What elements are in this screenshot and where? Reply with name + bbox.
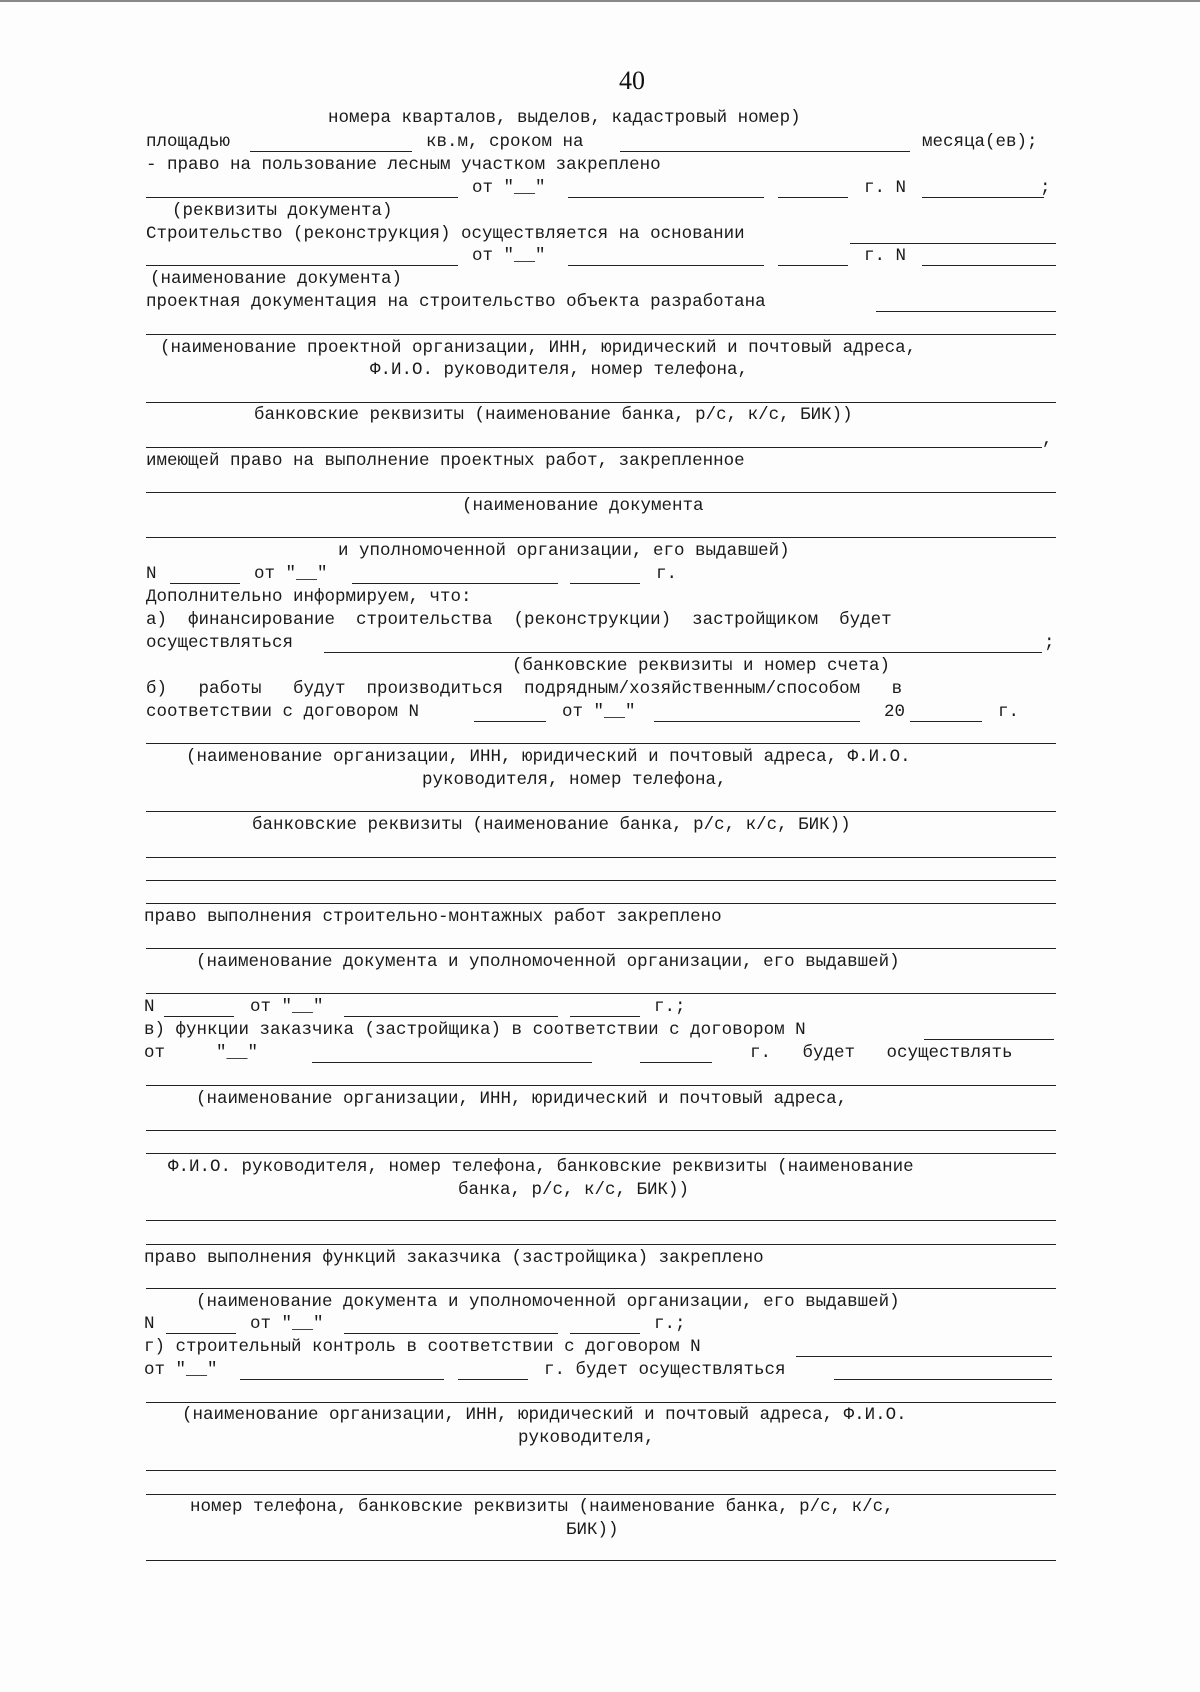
caption-land-plot: номера кварталов, выделов, кадастровый номер) [328,108,801,128]
customer-license-year-field[interactable] [570,1333,640,1334]
license-date-label: от "__" [250,997,324,1017]
customer-right-label: право выполнения функций заказчика (застройщика) закреплено [144,1248,764,1268]
customer-org-field[interactable] [146,1085,1056,1086]
doc-authority-field[interactable] [146,993,1056,994]
construction-right-label: право выполнения строительно-монтажных работ закреплено [144,907,722,927]
contract-number-field[interactable] [474,721,546,722]
project-right-field[interactable] [146,492,1056,493]
contract-date-label: от "__" [562,702,636,722]
will-perform-text: г. будет осуществлять [750,1043,1013,1063]
license-date-field[interactable] [344,1016,558,1017]
basis-doc-date-label: от "__" [472,246,546,266]
forest-doc-year-field[interactable] [778,197,848,198]
customer-license-date-label: от "__" [250,1314,324,1334]
control-contract-field[interactable] [796,1356,1052,1357]
license-number-field[interactable] [164,1016,234,1017]
construction-right-field[interactable] [146,948,1056,949]
project-docs-field[interactable] [876,311,1056,312]
additional-info-label: Дополнительно информируем, что: [146,587,472,607]
customer-bank-field-2[interactable] [146,1244,1056,1245]
term-field[interactable] [620,151,910,152]
forest-right-label: - право на пользование лесным участком закреплено [146,155,661,175]
area-label: площадью [146,132,231,152]
area-field[interactable] [250,151,412,152]
contract-date-field[interactable] [654,721,860,722]
forest-doc-date-label: от "__" [472,178,546,198]
bank-field-3[interactable] [146,880,1056,881]
basis-doc-year-field[interactable] [778,265,848,266]
project-docs-label: проектная документация на строительство объекта разработана [146,292,766,312]
permit-date-label: от "__" [254,564,328,584]
customer-license-number-field[interactable] [166,1333,236,1334]
license-year-field[interactable] [570,1016,640,1017]
term-label: кв.м, сроком на [426,132,584,152]
construction-basis-label: Строительство (реконструкция) осуществляется на основании [146,224,745,244]
year-abbrev-4: г.; [654,1314,686,1334]
bank-field-2[interactable] [146,857,1056,858]
customer-license-date-field[interactable] [344,1333,558,1334]
forest-doc-number-label: г. N [864,178,907,198]
caption-customer-bank: банка, р/с, к/с, БИК)) [458,1180,690,1200]
caption-authorized-org: и уполномоченной организации, его выдавшей) [338,541,790,561]
control-org-field-2[interactable] [146,1402,1056,1403]
control-perform-label: г. будет осуществляться [544,1360,786,1380]
caption-control-head: руководителя, [518,1428,655,1448]
project-org-field-2[interactable] [146,402,1056,403]
quote-date: "__" [216,1043,259,1063]
customer-year-field[interactable] [640,1062,712,1063]
control-bank-field[interactable] [146,1560,1056,1561]
permit-number-field[interactable] [170,583,240,584]
semicolon-2: ; [1044,633,1055,653]
item-g-text: г) строительный контроль в соответствии с договором N [144,1337,701,1357]
caption-bank: банковские реквизиты (наименование банка, р/с, к/с, БИК)) [254,405,853,425]
item-a-text: а) финансирование строительства (реконструкции) застройщиком будет [146,610,892,630]
caption-customer-head: Ф.И.О. руководителя, номер телефона, банковские реквизиты (наименование [168,1157,914,1177]
forest-doc-field[interactable] [146,197,458,198]
financing-field[interactable] [324,652,1042,653]
control-org-field[interactable] [834,1379,1052,1380]
customer-org-field-2[interactable] [146,1130,1056,1131]
caption-bank-2: банковские реквизиты (наименование банка, р/с, к/с, БИК)) [252,815,851,835]
caption-control-bank-2: БИК)) [566,1520,619,1540]
control-year-field[interactable] [458,1379,528,1380]
item-b-contract-label: соответствии с договором N [146,702,420,722]
basis-doc-number-field[interactable] [922,265,1056,266]
caption-doc-authority-2: (наименование документа и уполномоченной организации, его выдавшей) [196,1292,900,1312]
caption-project-org: (наименование проектной организации, ИНН, юридический и почтовый адреса, [160,338,917,358]
forest-doc-number-field[interactable] [922,197,1044,198]
caption-doc-requisites: (реквизиты документа) [172,201,393,221]
control-date-field[interactable] [240,1379,444,1380]
item-b-text: б) работы будут производиться подрядным/хозяйственным/способом в [146,679,903,699]
from-label: от [144,1043,166,1063]
customer-org-field-3[interactable] [146,1153,1056,1154]
caption-control-bank: номер телефона, банковские реквизиты (наименование банка, р/с, к/с, [190,1497,894,1517]
contractor-field-2[interactable] [146,811,1056,812]
caption-doc-name: (наименование документа) [150,269,403,289]
caption-control-org: (наименование организации, ИНН, юридический и почтовый адреса, Ф.И.О. [182,1405,907,1425]
caption-bank-account: (банковские реквизиты и номер счета) [512,656,891,676]
caption-contractor: (наименование организации, ИНН, юридический и почтовый адреса, Ф.И.О. [186,747,911,767]
caption-customer-org: (наименование организации, ИНН, юридический и почтовый адреса, [196,1089,848,1109]
project-org-field[interactable] [146,334,1056,335]
comma: , [1042,430,1053,450]
control-head-field[interactable] [146,1470,1056,1471]
caption-contractor-2: руководителя, номер телефона, [422,770,727,790]
basis-doc-field[interactable] [146,265,458,266]
year-abbrev: г. [656,564,678,584]
n-label-3: N [144,1314,155,1334]
n-label: N [146,564,157,584]
control-head-field-2[interactable] [146,1494,1056,1495]
n-label-2: N [144,997,155,1017]
customer-bank-field[interactable] [146,1220,1056,1221]
bank-field[interactable] [146,447,1042,448]
scan-edge [0,0,1200,2]
construction-basis-field[interactable] [850,243,1056,244]
customer-date-field[interactable] [312,1062,592,1063]
year-abbrev-3: г.; [654,997,686,1017]
control-date-label: от "__" [144,1360,218,1380]
authorized-org-field[interactable] [146,537,1056,538]
basis-doc-number-label: г. N [864,246,907,266]
bank-field-4[interactable] [146,903,1056,904]
contract-year-field[interactable] [910,721,982,722]
semicolon: ; [1040,178,1051,198]
project-right-label: имеющей право на выполнение проектных работ, закрепленное [146,451,745,471]
forest-doc-date-field[interactable] [568,197,764,198]
customer-right-field[interactable] [146,1288,1056,1289]
permit-date-field[interactable] [352,583,558,584]
page-number: 40 [619,66,645,95]
caption-document: (наименование документа [462,496,704,516]
basis-doc-date-field[interactable] [568,265,764,266]
contractor-field[interactable] [146,743,1056,744]
caption-doc-authority: (наименование документа и уполномоченной организации, его выдавшей) [196,952,900,972]
permit-year-field[interactable] [570,583,640,584]
item-a-cont: осуществляться [146,633,294,653]
months-label: месяца(ев); [922,132,1038,152]
year-abbrev-2: г. [998,702,1020,722]
item-v-text: в) функции заказчика (застройщика) в соответствии с договором N [144,1020,806,1040]
century-label: 20 [884,702,906,722]
caption-project-org-2: Ф.И.О. руководителя, номер телефона, [370,360,749,380]
customer-contract-field[interactable] [924,1039,1054,1040]
